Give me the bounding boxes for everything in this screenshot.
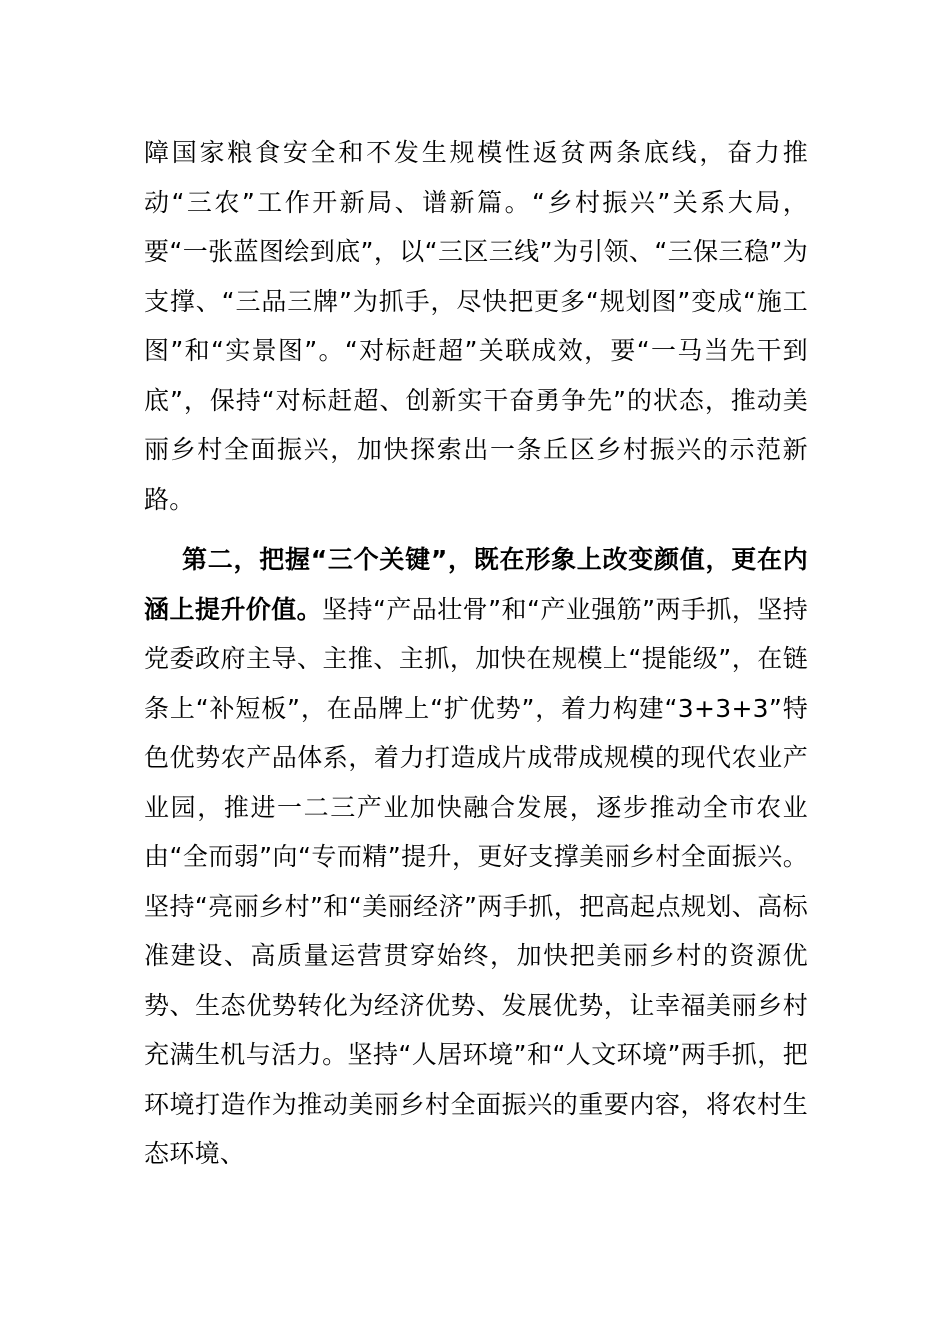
paragraph-continuation xyxy=(144,128,808,524)
paragraph-text: 障国家粮食安全和不发生规模性返贫两条底线，奋力推动“三农”工作开新局、谱新篇。“乡村振兴”关系大局，要“一张蓝图绘到底”，以“三区三线”为引领、“三保三稳”为支撑、“三品三牌”为抓手，尽快把更多“规划图”变成“施工图”和“实景图”。“对标赶超”关联成效，要“一马当先干到底”，保持“对标赶超、创新实干奋勇争先”的状态，推动美丽乡村全面振兴，加快探索出一条丘区乡村振兴的示范新路。 xyxy=(144,138,808,514)
document-body xyxy=(144,128,808,1179)
paragraph-text: 坚持“产品壮骨”和“产业强筋”两手抓，坚持党委政府主导、主推、主抓，加快在规模上“提能级”，在链条上“补短板”，在品牌上“扩优势”，着力构建“3+3+3”特色优势农产品体系，着力打造成片成带成规模的现代农业产业园，推进一二三产业加快融合发展，逐步推动全市农业由“全而弱”向“专而精”提升，更好支撑美丽乡村全面振兴。坚持“亮丽乡村”和“美丽经济”两手抓，把高起点规划、高标准建设、高质量运营贯穿始终，加快把美丽乡村的资源优势、生态优势转化为经济优势、发展优势，让幸福美丽乡村充满生机与活力。坚持“人居环境”和“人文环境”两手抓，把环境打造作为推动美丽乡村全面振兴的重要内容，将农村生态环境、 xyxy=(144,594,809,1168)
paragraph-lead-bold: 第二，把握“三个关键”，既在形象上改变颜值，更在内涵上提升价值。 xyxy=(144,545,808,624)
paragraph-second-point xyxy=(144,535,808,1179)
